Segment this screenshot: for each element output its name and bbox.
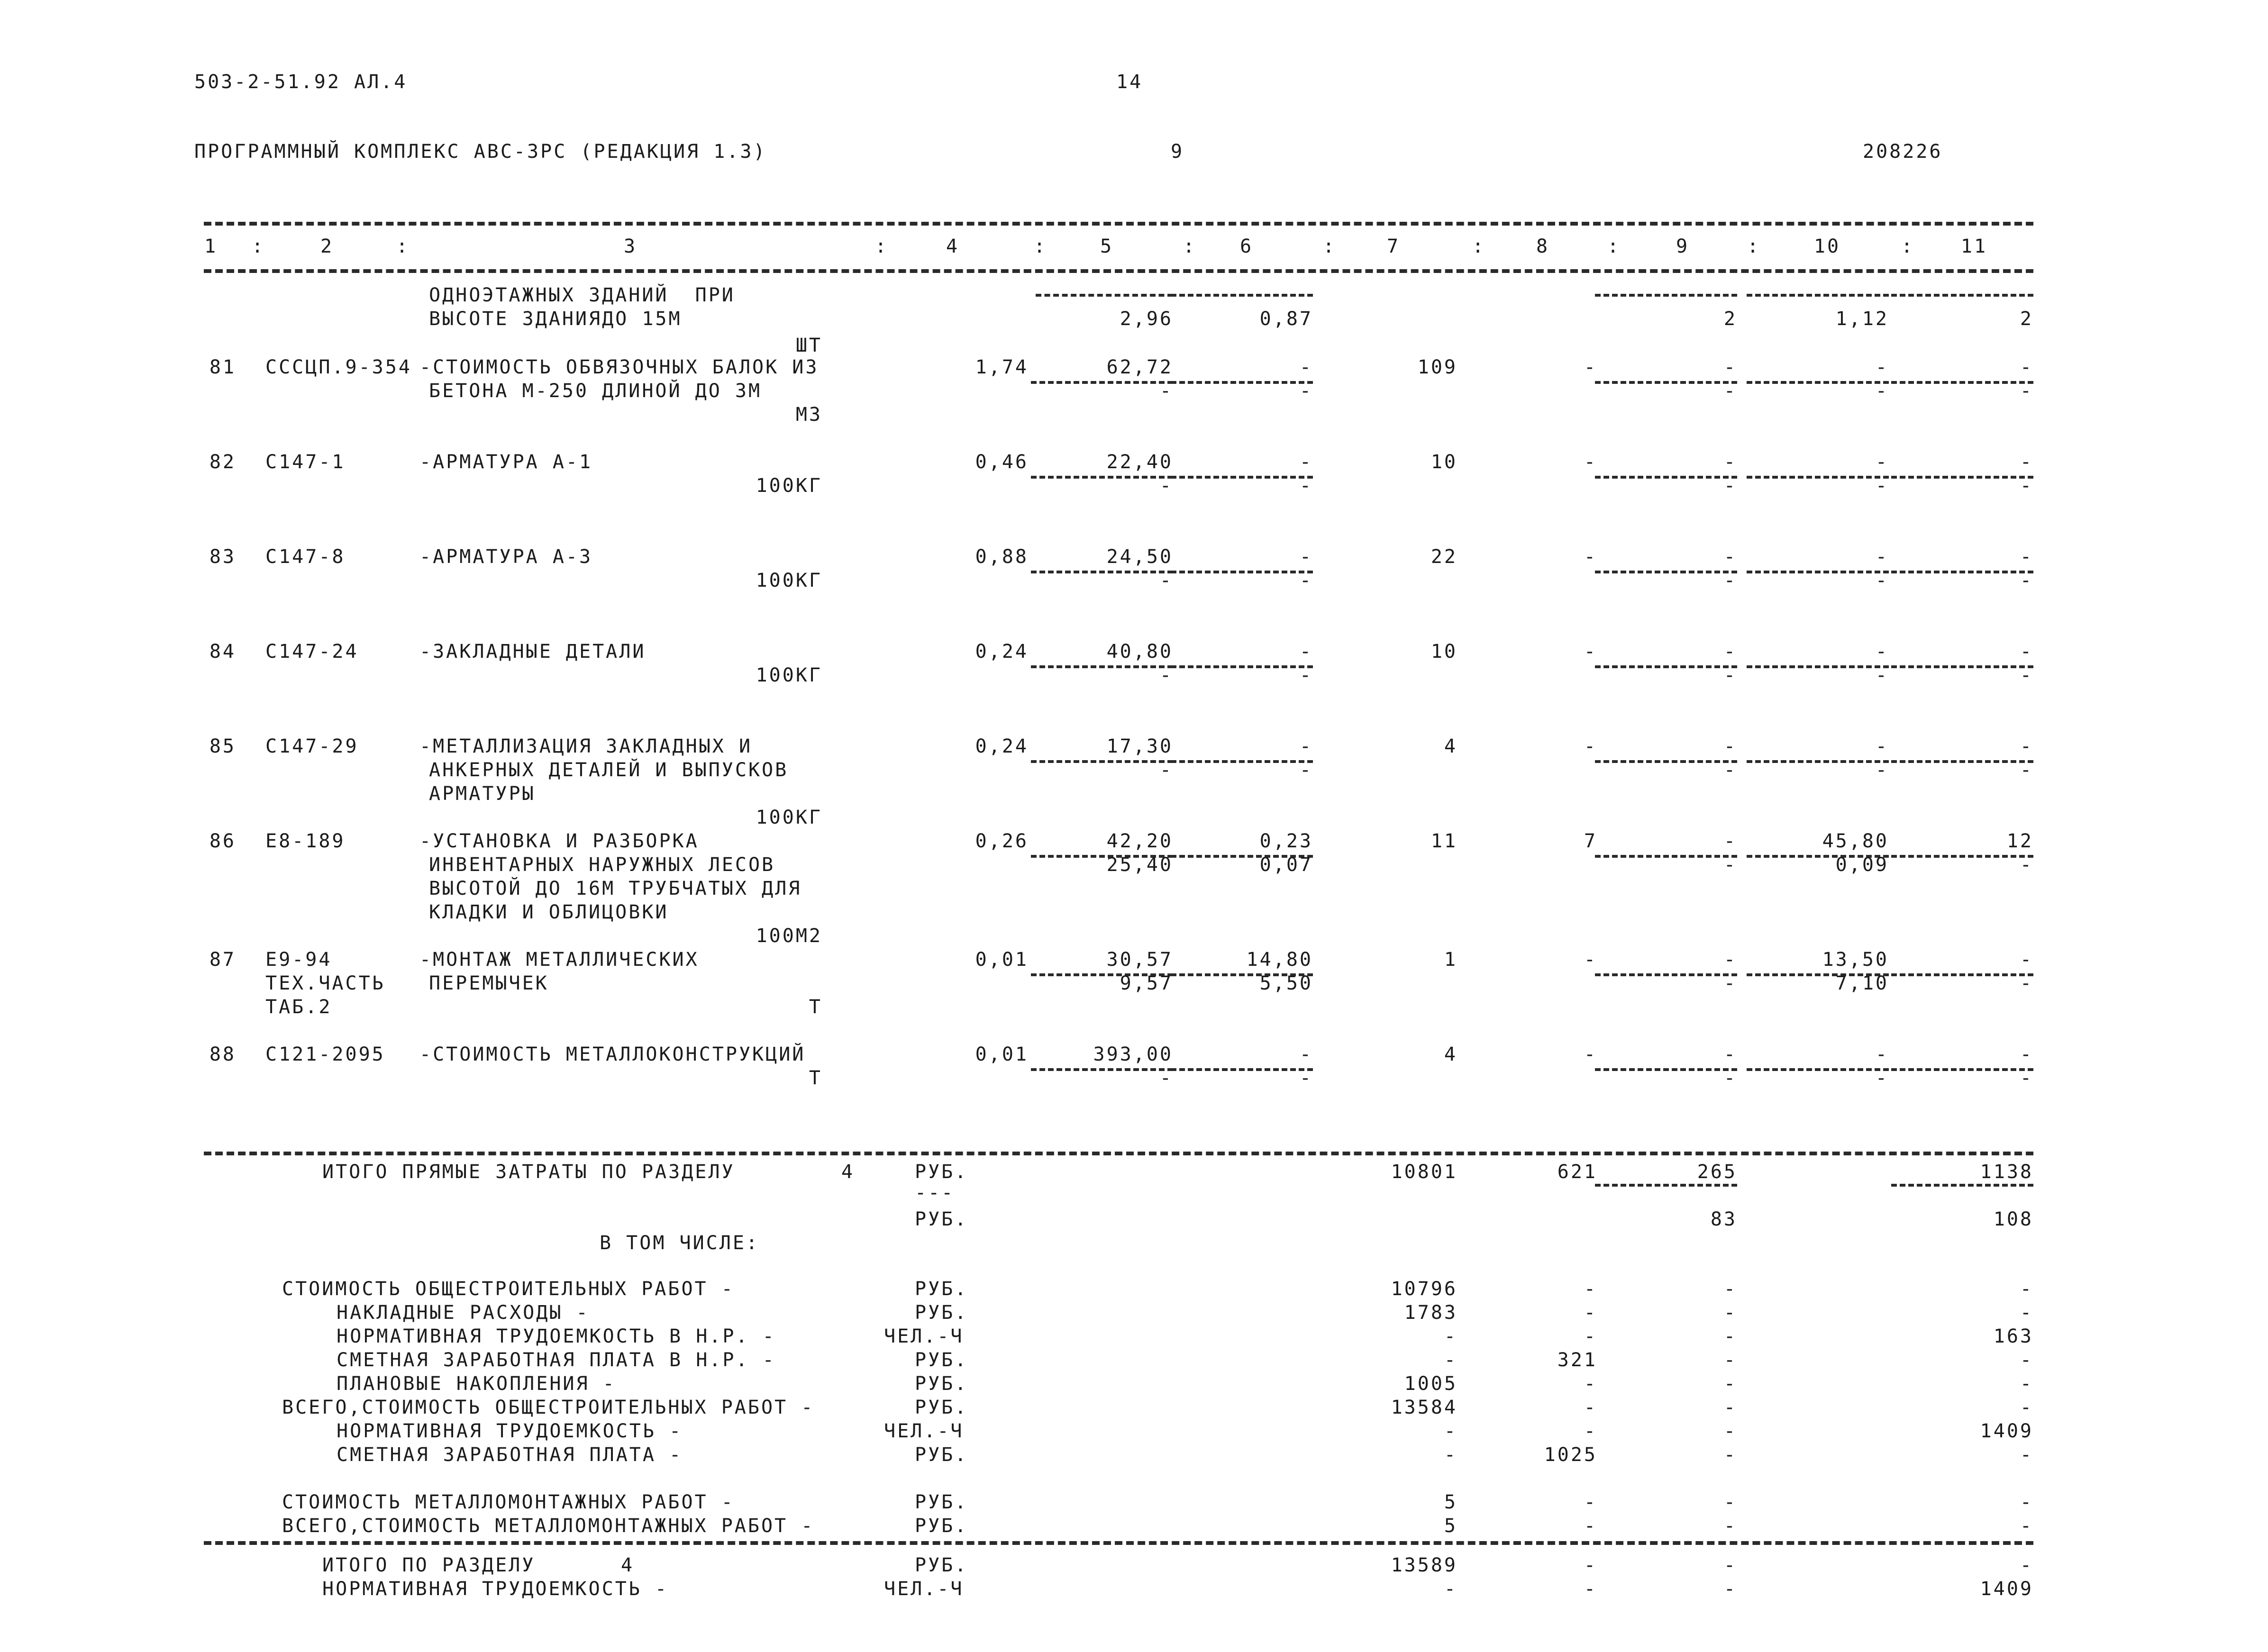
cell-c11b: - bbox=[2020, 1067, 2033, 1089]
cell-c5: 22,40 bbox=[1106, 451, 1173, 473]
cell-c7: 10 bbox=[1430, 641, 1457, 663]
cell-c10: - bbox=[1875, 356, 1889, 378]
column-number-header: 5 bbox=[1100, 236, 1114, 257]
cell-c5: 24,50 bbox=[1106, 546, 1173, 568]
item-unit: 100М2 bbox=[756, 925, 822, 947]
unit-label: РУБ. bbox=[915, 1491, 968, 1513]
cell-c11b: - bbox=[2020, 854, 2033, 876]
item-unit: ШТ bbox=[795, 335, 822, 356]
totals-col9: - bbox=[1723, 1325, 1737, 1347]
totals-col8: 1025 bbox=[1544, 1444, 1597, 1466]
item-code: Е8-189 bbox=[265, 830, 346, 852]
final-col9: - bbox=[1723, 1578, 1737, 1600]
cell-c11: 12 bbox=[2006, 830, 2033, 852]
totals-col8: - bbox=[1584, 1302, 1597, 1324]
column-number-header: 9 bbox=[1676, 236, 1690, 257]
item-code: С147-8 bbox=[265, 546, 346, 568]
item-number: 87 bbox=[209, 949, 236, 971]
cell-c10b: - bbox=[1875, 1067, 1889, 1089]
cell-c5: 17,30 bbox=[1106, 735, 1173, 757]
totals-col9: - bbox=[1723, 1278, 1737, 1300]
totals-col11: - bbox=[2020, 1373, 2033, 1395]
totals-col9: - bbox=[1723, 1515, 1737, 1537]
totals-col7: 1005 bbox=[1404, 1373, 1457, 1395]
cell-c5b: - bbox=[1159, 475, 1173, 497]
item-unit: Т bbox=[809, 996, 822, 1018]
cell-c10b: - bbox=[1875, 475, 1889, 497]
item-name: -МЕТАЛЛИЗАЦИЯ ЗАКЛАДНЫХ И bbox=[419, 735, 753, 757]
cell-c5b: 9,57 bbox=[1120, 972, 1173, 994]
cell-c6b: - bbox=[1299, 475, 1313, 497]
subtotal-separator bbox=[1891, 1184, 2033, 1187]
cell-c4: 0,24 bbox=[975, 735, 1029, 757]
sheet-number: 9 bbox=[1171, 141, 1184, 163]
totals-col8: 321 bbox=[1557, 1349, 1597, 1371]
column-number-header: 7 bbox=[1386, 236, 1401, 257]
totals-col8: - bbox=[1584, 1325, 1597, 1347]
totals-col7: 1783 bbox=[1404, 1302, 1457, 1324]
totals-col9: - bbox=[1723, 1373, 1737, 1395]
totals-col7: - bbox=[1444, 1349, 1457, 1371]
item-name-continued: ОДНОЭТАЖНЫХ ЗДАНИЙ ПРИ bbox=[429, 284, 735, 306]
cell-c11: - bbox=[2020, 735, 2033, 757]
item-code: С121-2095 bbox=[265, 1044, 385, 1065]
unit-label: РУБ. bbox=[915, 1349, 968, 1371]
cell-c9: - bbox=[1723, 546, 1737, 568]
cell-c10: - bbox=[1875, 641, 1889, 663]
totals-col8: - bbox=[1584, 1515, 1597, 1537]
project-code: 208226 bbox=[1863, 141, 1943, 163]
subtotal-separator bbox=[1747, 294, 1889, 297]
cell-c11: - bbox=[2020, 356, 2033, 378]
cell-c6: - bbox=[1299, 641, 1313, 663]
cell-c11b: - bbox=[2020, 759, 2033, 781]
final-col8: - bbox=[1584, 1578, 1597, 1600]
cell-c6: - bbox=[1299, 451, 1313, 473]
item-number: 86 bbox=[209, 830, 236, 852]
cell-c11b: - bbox=[2020, 972, 2033, 994]
totals-col11: - bbox=[2020, 1491, 2033, 1513]
totals-line-label: НОРМАТИВНАЯ ТРУДОЕМКОСТЬ - bbox=[337, 1420, 683, 1442]
column-separator: : bbox=[1747, 236, 1761, 257]
cell-c9b: - bbox=[1723, 759, 1737, 781]
final-col8: - bbox=[1584, 1554, 1597, 1576]
cell-c6b: - bbox=[1299, 380, 1313, 402]
totals-line-label: ВСЕГО,СТОИМОСТЬ ОБЩЕСТРОИТЕЛЬНЫХ РАБОТ - bbox=[282, 1397, 815, 1418]
totals-col11: - bbox=[2020, 1515, 2033, 1537]
cell-c6b: 5,50 bbox=[1259, 972, 1313, 994]
cell-c10: 45,80 bbox=[1822, 830, 1889, 852]
totals-col7: 13584 bbox=[1391, 1397, 1457, 1418]
final-section: 4 bbox=[621, 1554, 635, 1576]
unit-label: РУБ. bbox=[915, 1278, 968, 1300]
unit-label: ЧЕЛ.-Ч bbox=[884, 1420, 964, 1442]
totals-line-label: СМЕТНАЯ ЗАРАБОТНАЯ ПЛАТА В Н.Р. - bbox=[337, 1349, 776, 1371]
totals-col8: - bbox=[1584, 1278, 1597, 1300]
totals-col11: 163 bbox=[1993, 1325, 2033, 1347]
cell-c7: 10 bbox=[1430, 451, 1457, 473]
cell-c9: - bbox=[1723, 949, 1737, 971]
cell-c9: - bbox=[1723, 830, 1737, 852]
cell-c7: 4 bbox=[1444, 735, 1457, 757]
cell-c10b: - bbox=[1875, 380, 1889, 402]
column-separator: : bbox=[251, 236, 265, 257]
totals-line-label: СТОИМОСТЬ ОБЩЕСТРОИТЕЛЬНЫХ РАБОТ - bbox=[282, 1278, 735, 1300]
cell-c9: - bbox=[1723, 451, 1737, 473]
column-number-header: 6 bbox=[1239, 236, 1254, 257]
totals-col9: 265 bbox=[1697, 1161, 1737, 1183]
cell-c6: 14,80 bbox=[1246, 949, 1313, 971]
item-number: 83 bbox=[209, 546, 236, 568]
column-number-header: 8 bbox=[1536, 236, 1550, 257]
cell-c7: 109 bbox=[1417, 356, 1457, 378]
cell-c10: - bbox=[1875, 1044, 1889, 1065]
document-code: 503-2-51.92 АЛ.4 bbox=[194, 71, 408, 93]
header-bottom-rule bbox=[204, 269, 2033, 273]
cell-c10b: 7,10 bbox=[1835, 972, 1889, 994]
unit-label: ЧЕЛ.-Ч bbox=[884, 1578, 964, 1600]
totals-col9: - bbox=[1723, 1444, 1737, 1466]
item-name: -МОНТАЖ МЕТАЛЛИЧЕСКИХ bbox=[419, 949, 699, 971]
unit-label: РУБ. bbox=[915, 1373, 968, 1395]
cell-c6b: 0,07 bbox=[1259, 854, 1313, 876]
totals-label: ИТОГО ПРЯМЫЕ ЗАТРАТЫ ПО РАЗДЕЛУ bbox=[322, 1161, 735, 1183]
unit-label: РУБ. bbox=[915, 1208, 968, 1230]
item-name: -УСТАНОВКА И РАЗБОРКА bbox=[419, 830, 699, 852]
cell-c9: - bbox=[1723, 641, 1737, 663]
cell-c6b: - bbox=[1299, 1067, 1313, 1089]
cell-c8: - bbox=[1584, 735, 1597, 757]
cell-c7: 4 bbox=[1444, 1044, 1457, 1065]
totals-col9: - bbox=[1723, 1491, 1737, 1513]
item-name: -АРМАТУРА А-1 bbox=[419, 451, 593, 473]
cell-c6: - bbox=[1299, 356, 1313, 378]
item-code: ТЕХ.ЧАСТЬ bbox=[265, 972, 385, 994]
cell-c9b: - bbox=[1723, 570, 1737, 591]
cell-c9b: - bbox=[1723, 380, 1737, 402]
header-top-rule bbox=[204, 222, 2033, 226]
cell-c11: - bbox=[2020, 546, 2033, 568]
totals-col11: - bbox=[2020, 1349, 2033, 1371]
final-col9: - bbox=[1723, 1554, 1737, 1576]
item-name: ВЫСОТОЙ ДО 16М ТРУБЧАТЫХ ДЛЯ bbox=[429, 878, 802, 899]
page-number: 14 bbox=[1116, 71, 1143, 93]
totals-line-label: ВСЕГО,СТОИМОСТЬ МЕТАЛЛОМОНТАЖНЫХ РАБОТ - bbox=[282, 1515, 815, 1537]
totals-top-rule bbox=[204, 1152, 2033, 1155]
cell-c6b: - bbox=[1299, 570, 1313, 591]
subtotal-separator bbox=[1595, 1184, 1737, 1187]
unit-dash: --- bbox=[915, 1182, 955, 1204]
cell-c6: - bbox=[1299, 735, 1313, 757]
cell-c11: - bbox=[2020, 451, 2033, 473]
item-code: Е9-94 bbox=[265, 949, 332, 971]
final-col11: - bbox=[2020, 1554, 2033, 1576]
item-code: С147-29 bbox=[265, 735, 359, 757]
cell-c7: 1 bbox=[1444, 949, 1457, 971]
unit-label: РУБ. bbox=[915, 1397, 968, 1418]
cell-col9: 2 bbox=[1723, 308, 1737, 330]
cell-c10: 13,50 bbox=[1822, 949, 1889, 971]
cell-c5b: - bbox=[1159, 1067, 1173, 1089]
cell-c8: - bbox=[1584, 1044, 1597, 1065]
item-name: АНКЕРНЫХ ДЕТАЛЕЙ И ВЫПУСКОВ bbox=[429, 759, 789, 781]
totals-col9: - bbox=[1723, 1397, 1737, 1418]
cell-c10: - bbox=[1875, 546, 1889, 568]
including-heading: В ТОМ ЧИСЛЕ: bbox=[600, 1232, 759, 1254]
totals-line-label: СТОИМОСТЬ МЕТАЛЛОМОНТАЖНЫХ РАБОТ - bbox=[282, 1491, 735, 1513]
cell-c9: - bbox=[1723, 1044, 1737, 1065]
totals-col11: 1409 bbox=[1980, 1420, 2033, 1442]
cell-c5: 30,57 bbox=[1106, 949, 1173, 971]
cell-c10b: - bbox=[1875, 759, 1889, 781]
cell-c8: - bbox=[1584, 546, 1597, 568]
cell-c8: - bbox=[1584, 451, 1597, 473]
cell-c8: - bbox=[1584, 356, 1597, 378]
final-line-label: НОРМАТИВНАЯ ТРУДОЕМКОСТЬ - bbox=[322, 1578, 669, 1600]
cell-c6: - bbox=[1299, 546, 1313, 568]
item-name: БЕТОНА М-250 ДЛИНОЙ ДО 3М bbox=[429, 380, 762, 402]
cell-c8: - bbox=[1584, 949, 1597, 971]
column-separator: : bbox=[1607, 236, 1621, 257]
cell-c4: 0,01 bbox=[975, 949, 1029, 971]
item-name: ПЕРЕМЫЧЕК bbox=[429, 972, 549, 994]
item-name: -СТОИМОСТЬ МЕТАЛЛОКОНСТРУКЦИЙ bbox=[419, 1044, 806, 1065]
cell-c11: - bbox=[2020, 1044, 2033, 1065]
totals-col11: 1138 bbox=[1980, 1161, 2033, 1183]
item-number: 85 bbox=[209, 735, 236, 757]
final-rule bbox=[204, 1541, 2033, 1545]
cell-c9: - bbox=[1723, 356, 1737, 378]
column-separator: : bbox=[1183, 236, 1197, 257]
cell-c4: 0,01 bbox=[975, 1044, 1029, 1065]
cell-c5b: - bbox=[1159, 570, 1173, 591]
cell-c5: 42,20 bbox=[1106, 830, 1173, 852]
totals-col8: 621 bbox=[1557, 1161, 1597, 1183]
item-name: -СТОИМОСТЬ ОБВЯЗОЧНЫХ БАЛОК ИЗ bbox=[419, 356, 819, 378]
item-unit: 100КГ bbox=[756, 664, 822, 686]
cell-c4: 0,46 bbox=[975, 451, 1029, 473]
column-separator: : bbox=[396, 236, 410, 257]
cell-c9b: - bbox=[1723, 475, 1737, 497]
totals-col7: - bbox=[1444, 1420, 1457, 1442]
subtotal-separator bbox=[1171, 294, 1313, 297]
item-name: -АРМАТУРА А-3 bbox=[419, 546, 593, 568]
cell-c5: 62,72 bbox=[1106, 356, 1173, 378]
totals-col9: - bbox=[1723, 1420, 1737, 1442]
item-code: СССЦП.9-354 bbox=[265, 356, 412, 378]
column-separator: : bbox=[1322, 236, 1337, 257]
column-separator: : bbox=[1901, 236, 1915, 257]
totals-col9: - bbox=[1723, 1349, 1737, 1371]
column-separator: : bbox=[1033, 236, 1047, 257]
totals-col7: - bbox=[1444, 1325, 1457, 1347]
cell-c10b: - bbox=[1875, 664, 1889, 686]
totals-line-label: ПЛАНОВЫЕ НАКОПЛЕНИЯ - bbox=[337, 1373, 616, 1395]
totals-line-label: СМЕТНАЯ ЗАРАБОТНАЯ ПЛАТА - bbox=[337, 1444, 683, 1466]
cell-c10b: 0,09 bbox=[1835, 854, 1889, 876]
unit-label: РУБ. bbox=[915, 1161, 968, 1183]
cell-c4: 0,24 bbox=[975, 641, 1029, 663]
totals-col8: - bbox=[1584, 1491, 1597, 1513]
totals-col11: - bbox=[2020, 1278, 2033, 1300]
column-separator: : bbox=[1472, 236, 1486, 257]
cell-c4: 0,88 bbox=[975, 546, 1029, 568]
final-col7: - bbox=[1444, 1578, 1457, 1600]
cell-c6: - bbox=[1299, 1044, 1313, 1065]
totals-col8: - bbox=[1584, 1420, 1597, 1442]
item-name-continued: ВЫСОТЕ ЗДАНИЯДО 15М bbox=[429, 308, 682, 330]
cell-col11: 2 bbox=[2020, 308, 2033, 330]
item-name: АРМАТУРЫ bbox=[429, 783, 536, 805]
cell-c4: 1,74 bbox=[975, 356, 1029, 378]
final-col11: 1409 bbox=[1980, 1578, 2033, 1600]
column-separator: : bbox=[874, 236, 889, 257]
item-unit: 100КГ bbox=[756, 475, 822, 497]
column-number-header: 4 bbox=[946, 236, 960, 257]
cell-c10: - bbox=[1875, 451, 1889, 473]
cell-c6b: - bbox=[1299, 664, 1313, 686]
totals-col7: 10796 bbox=[1391, 1278, 1457, 1300]
item-name: КЛАДКИ И ОБЛИЦОВКИ bbox=[429, 901, 669, 923]
item-name: -ЗАКЛАДНЫЕ ДЕТАЛИ bbox=[419, 641, 646, 663]
totals-col7: 5 bbox=[1444, 1515, 1457, 1537]
cell-c5: 40,80 bbox=[1106, 641, 1173, 663]
cell-c5: 393,00 bbox=[1093, 1044, 1173, 1065]
cell-c5b: - bbox=[1159, 380, 1173, 402]
totals-section: 4 bbox=[841, 1161, 855, 1183]
totals-col11: - bbox=[2020, 1444, 2033, 1466]
totals-line-label: НОРМАТИВНАЯ ТРУДОЕМКОСТЬ В Н.Р. - bbox=[337, 1325, 776, 1347]
cell-c10: - bbox=[1875, 735, 1889, 757]
cell-c11: - bbox=[2020, 641, 2033, 663]
totals-col7: - bbox=[1444, 1444, 1457, 1466]
item-number: 82 bbox=[209, 451, 236, 473]
totals-col9: 83 bbox=[1710, 1208, 1737, 1230]
column-number-header: 2 bbox=[320, 236, 334, 257]
item-code: С147-24 bbox=[265, 641, 359, 663]
column-number-header: 11 bbox=[1960, 236, 1988, 257]
item-number: 88 bbox=[209, 1044, 236, 1065]
cell-c7: 22 bbox=[1430, 546, 1457, 568]
cell-c9b: - bbox=[1723, 664, 1737, 686]
column-number-header: 1 bbox=[204, 236, 218, 257]
cell-c6: 0,23 bbox=[1259, 830, 1313, 852]
final-col7: 13589 bbox=[1391, 1554, 1457, 1576]
cell-c11b: - bbox=[2020, 664, 2033, 686]
item-number: 84 bbox=[209, 641, 236, 663]
totals-col11: 108 bbox=[1993, 1208, 2033, 1230]
item-unit: Т bbox=[809, 1067, 822, 1089]
cell-c10b: - bbox=[1875, 570, 1889, 591]
subtotal-separator bbox=[1891, 294, 2033, 297]
cell-c5b: - bbox=[1159, 664, 1173, 686]
cell-c6b: - bbox=[1299, 759, 1313, 781]
cell-c11b: - bbox=[2020, 570, 2033, 591]
totals-line-label: НАКЛАДНЫЕ РАСХОДЫ - bbox=[337, 1302, 590, 1324]
column-number-header: 3 bbox=[623, 236, 638, 257]
cell-col5: 2,96 bbox=[1120, 308, 1173, 330]
cell-c11b: - bbox=[2020, 380, 2033, 402]
cell-c8: 7 bbox=[1584, 830, 1597, 852]
item-code: С147-1 bbox=[265, 451, 346, 473]
cell-c9b: - bbox=[1723, 1067, 1737, 1089]
column-number-header: 10 bbox=[1813, 236, 1841, 257]
subtotal-separator bbox=[1036, 294, 1173, 297]
cell-c5b: 25,40 bbox=[1106, 854, 1173, 876]
cell-c7: 11 bbox=[1430, 830, 1457, 852]
item-name: ИНВЕНТАРНЫХ НАРУЖНЫХ ЛЕСОВ bbox=[429, 854, 775, 876]
totals-col8: - bbox=[1584, 1397, 1597, 1418]
unit-label: РУБ. bbox=[915, 1554, 968, 1576]
totals-col11: - bbox=[2020, 1302, 2033, 1324]
unit-label: РУБ. bbox=[915, 1444, 968, 1466]
cell-c11b: - bbox=[2020, 475, 2033, 497]
program-title: ПРОГРАММНЫЙ КОМПЛЕКС АВС-3РС (РЕДАКЦИЯ 1.3) bbox=[194, 141, 767, 163]
subtotal-separator bbox=[1595, 294, 1737, 297]
unit-label: РУБ. bbox=[915, 1302, 968, 1324]
cell-c5b: - bbox=[1159, 759, 1173, 781]
cell-c8: - bbox=[1584, 641, 1597, 663]
totals-col7: 5 bbox=[1444, 1491, 1457, 1513]
item-unit: М3 bbox=[795, 404, 822, 426]
cell-col10: 1,12 bbox=[1835, 308, 1889, 330]
totals-col7: 10801 bbox=[1391, 1161, 1457, 1183]
cell-c4: 0,26 bbox=[975, 830, 1029, 852]
totals-col9: - bbox=[1723, 1302, 1737, 1324]
cell-c9: - bbox=[1723, 735, 1737, 757]
unit-label: РУБ. bbox=[915, 1515, 968, 1537]
cell-c11: - bbox=[2020, 949, 2033, 971]
cell-c9b: - bbox=[1723, 854, 1737, 876]
item-unit: 100КГ bbox=[756, 570, 822, 591]
totals-col11: - bbox=[2020, 1397, 2033, 1418]
item-code: ТАБ.2 bbox=[265, 996, 332, 1018]
unit-label: ЧЕЛ.-Ч bbox=[884, 1325, 964, 1347]
totals-col8: - bbox=[1584, 1373, 1597, 1395]
item-unit: 100КГ bbox=[756, 807, 822, 828]
final-line-label: ИТОГО ПО РАЗДЕЛУ bbox=[322, 1554, 536, 1576]
cell-c9b: - bbox=[1723, 972, 1737, 994]
cell-col6: 0,87 bbox=[1259, 308, 1313, 330]
item-number: 81 bbox=[209, 356, 236, 378]
